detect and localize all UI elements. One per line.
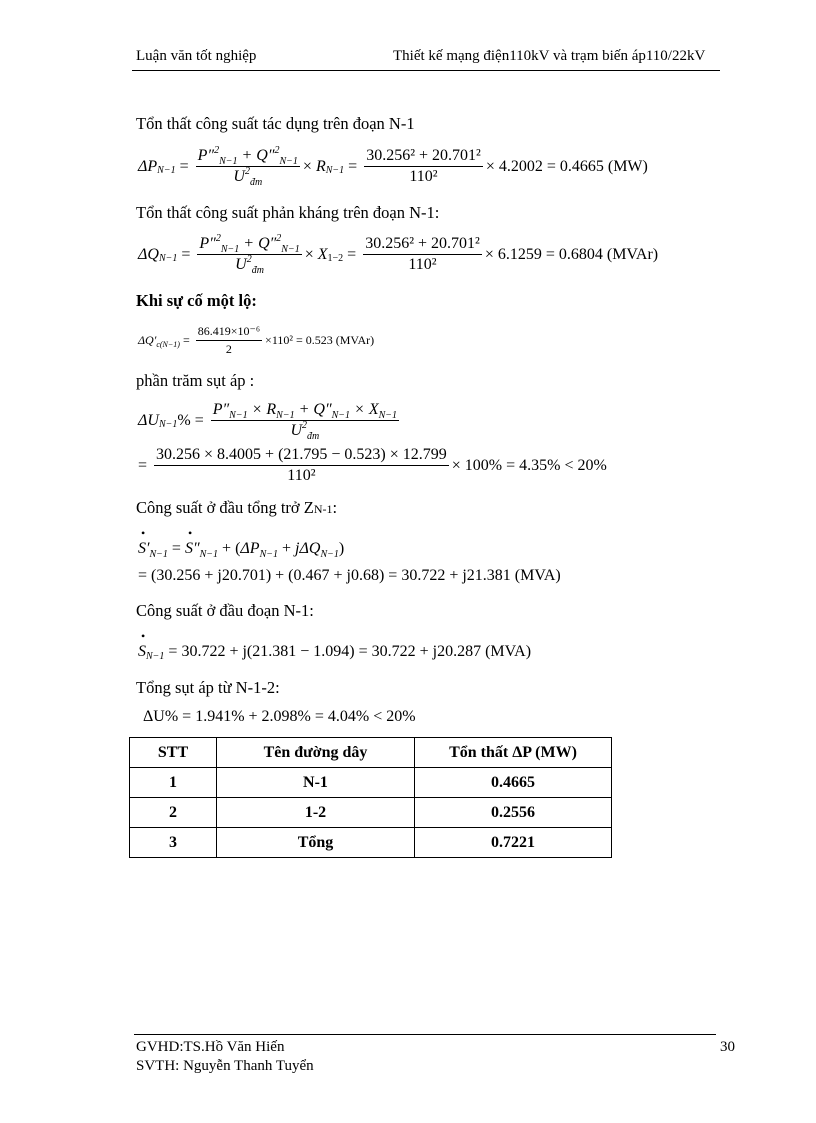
- table-row: [130, 798, 612, 828]
- table-cell: 3: [130, 828, 217, 858]
- drop-symbolic-fraction: $\frac{P''_{N-1} \times R_{N-1} + Q''_{N-1} \times X_{N-1}}{U^2_{đm}}$: [212, 401, 398, 442]
- table-header-cell: Tên đường dây: [217, 738, 415, 768]
- fault-title: Khi sự cố một lộ:: [136, 291, 257, 310]
- table-cell: 1-2: [217, 798, 415, 828]
- footer-student: SVTH: Nguyễn Thanh Tuyển: [136, 1058, 314, 1074]
- total-drop-title: Tổng sụt áp từ N-1-2:: [136, 678, 280, 697]
- reactive-loss-denominator: 110²: [408, 256, 437, 273]
- reactive-loss-numeric-fraction: [363, 235, 482, 274]
- power-start-title: [136, 498, 337, 518]
- fault-fraction: [196, 324, 262, 357]
- fault-denominator: 2: [225, 342, 232, 356]
- seg-start-equation: • S N−1 = 30.722 + j(21.381 − 1.094) = 30.722 + j20.287 (MVA): [138, 643, 531, 661]
- power-start-title-sub: N-1: [313, 502, 333, 516]
- table-cell: 2: [130, 798, 217, 828]
- power-start-title-text: Công suất ở đầu tổng trở Z: [136, 498, 314, 517]
- active-loss-equation: ΔP N−1 = $\frac{P''^2_{N-1} + Q''^2_{N-1}}{U^2_{đm}}$ × R N−1 = $\frac{\text{30.256² + 20.701²}}{\text{110²}}$ × 4.2002 = 0.4665 (MW): [138, 145, 648, 188]
- total-drop-equation: ΔU% = 1.941% + 2.098% = 4.04% < 20%: [143, 708, 416, 725]
- table-cell: 0.4665: [415, 768, 612, 798]
- fault-result: ×110² = 0.523 (MVAr): [265, 333, 375, 347]
- table-header-row: [130, 738, 612, 768]
- table-cell: 1: [130, 768, 217, 798]
- page-number: 30: [720, 1039, 735, 1055]
- loss-table: [129, 737, 612, 858]
- reactive-loss-result: × 6.1259 = 0.6804 (MVAr): [484, 245, 659, 263]
- reactive-loss-numerator: 30.256² + 20.701²: [363, 235, 482, 255]
- fault-equation: ΔQ′ c(N−1) = $\frac{\text{86.419×10⁻⁶}}{2}$ ×110² = 0.523 (MVAr): [138, 324, 375, 356]
- active-loss-title: Tổn thất công suất tác dụng trên đoạn N-1: [136, 114, 415, 133]
- fault-numerator: 86.419×10⁻⁶: [196, 324, 262, 341]
- header-rule: [132, 70, 720, 71]
- active-loss-numerator: 30.256² + 20.701²: [364, 147, 483, 167]
- table-cell: 0.7221: [415, 828, 612, 858]
- header-right: Thiết kế mạng điện110kV và trạm biến áp110/22kV: [393, 48, 706, 64]
- drop-result: × 100% = 4.35% < 20%: [451, 456, 607, 474]
- power-start-title-colon: :: [332, 498, 338, 517]
- reactive-loss-title: Tổn thất công suất phản kháng trên đoạn N-1:: [136, 203, 440, 222]
- reactive-loss-symbolic-fraction: $\frac{P''^2_{N-1} + Q''^2_{N-1}}{U^2_{đm}}$: [199, 233, 300, 276]
- active-loss-numeric-fraction: [364, 147, 483, 186]
- drop-title: phần trăm sụt áp :: [136, 371, 255, 390]
- table-row: [130, 768, 612, 798]
- header-left: Luận văn tốt nghiệp: [136, 48, 257, 64]
- table-cell: Tổng: [217, 828, 415, 858]
- table-header-cell: Tổn thất ΔP (MW): [415, 738, 612, 768]
- table-header-cell: STT: [130, 738, 217, 768]
- reactive-loss-equation: ΔQ N−1 = $\frac{P''^2_{N-1} + Q''^2_{N-1}}{U^2_{đm}}$ × X 1−2 = $\frac{\text{30.256² + 20.701²}}{\text{110²}}$ × 6.1259 = 0.6804 (MVAr): [138, 233, 659, 276]
- power-start-eq2: = (30.256 + j20.701) + (0.467 + j0.68) = 30.722 + j21.381 (MVA): [138, 567, 561, 584]
- table-cell: 0.2556: [415, 798, 612, 828]
- drop-denominator: 110²: [287, 467, 316, 484]
- drop-numeric-equation: = $\frac{30.256 \times 8.4005 + (21.795 - 0.523) \times 12.799}{\text{110²}}$ × 100% = 4.35% < 20%: [138, 446, 607, 484]
- table-row: [130, 828, 612, 858]
- drop-numerator: 30.256 × 8.4005 + (21.795 − 0.523) × 12.799: [154, 446, 449, 466]
- power-start-eq1: • $S'_{N-1}$ = • $S''_{N-1} + (\Delta P_{N-1} + j\Delta Q_{N-1})$: [138, 540, 344, 558]
- footer-rule: [134, 1034, 716, 1035]
- seg-start-eq-text: = 30.722 + j(21.381 − 1.094) = 30.722 + j20.287 (MVA): [168, 643, 532, 660]
- footer-advisor: GVHD:TS.Hồ Văn Hiến: [136, 1039, 285, 1055]
- seg-start-title: Công suất ở đầu đoạn N-1:: [136, 601, 314, 620]
- active-loss-symbolic-fraction: $\frac{P''^2_{N-1} + Q''^2_{N-1}}{U^2_{đm}}$: [197, 145, 298, 188]
- drop-numeric-fraction: [154, 446, 449, 485]
- drop-symbolic-equation: ΔU N−1 % = $\frac{P''_{N-1} \times R_{N-1} + Q''_{N-1} \times X_{N-1}}{U^2_{đm}}$: [138, 401, 398, 442]
- active-loss-denominator: 110²: [409, 168, 438, 185]
- table-cell: N-1: [217, 768, 415, 798]
- active-loss-result: × 4.2002 = 0.4665 (MW): [485, 157, 648, 175]
